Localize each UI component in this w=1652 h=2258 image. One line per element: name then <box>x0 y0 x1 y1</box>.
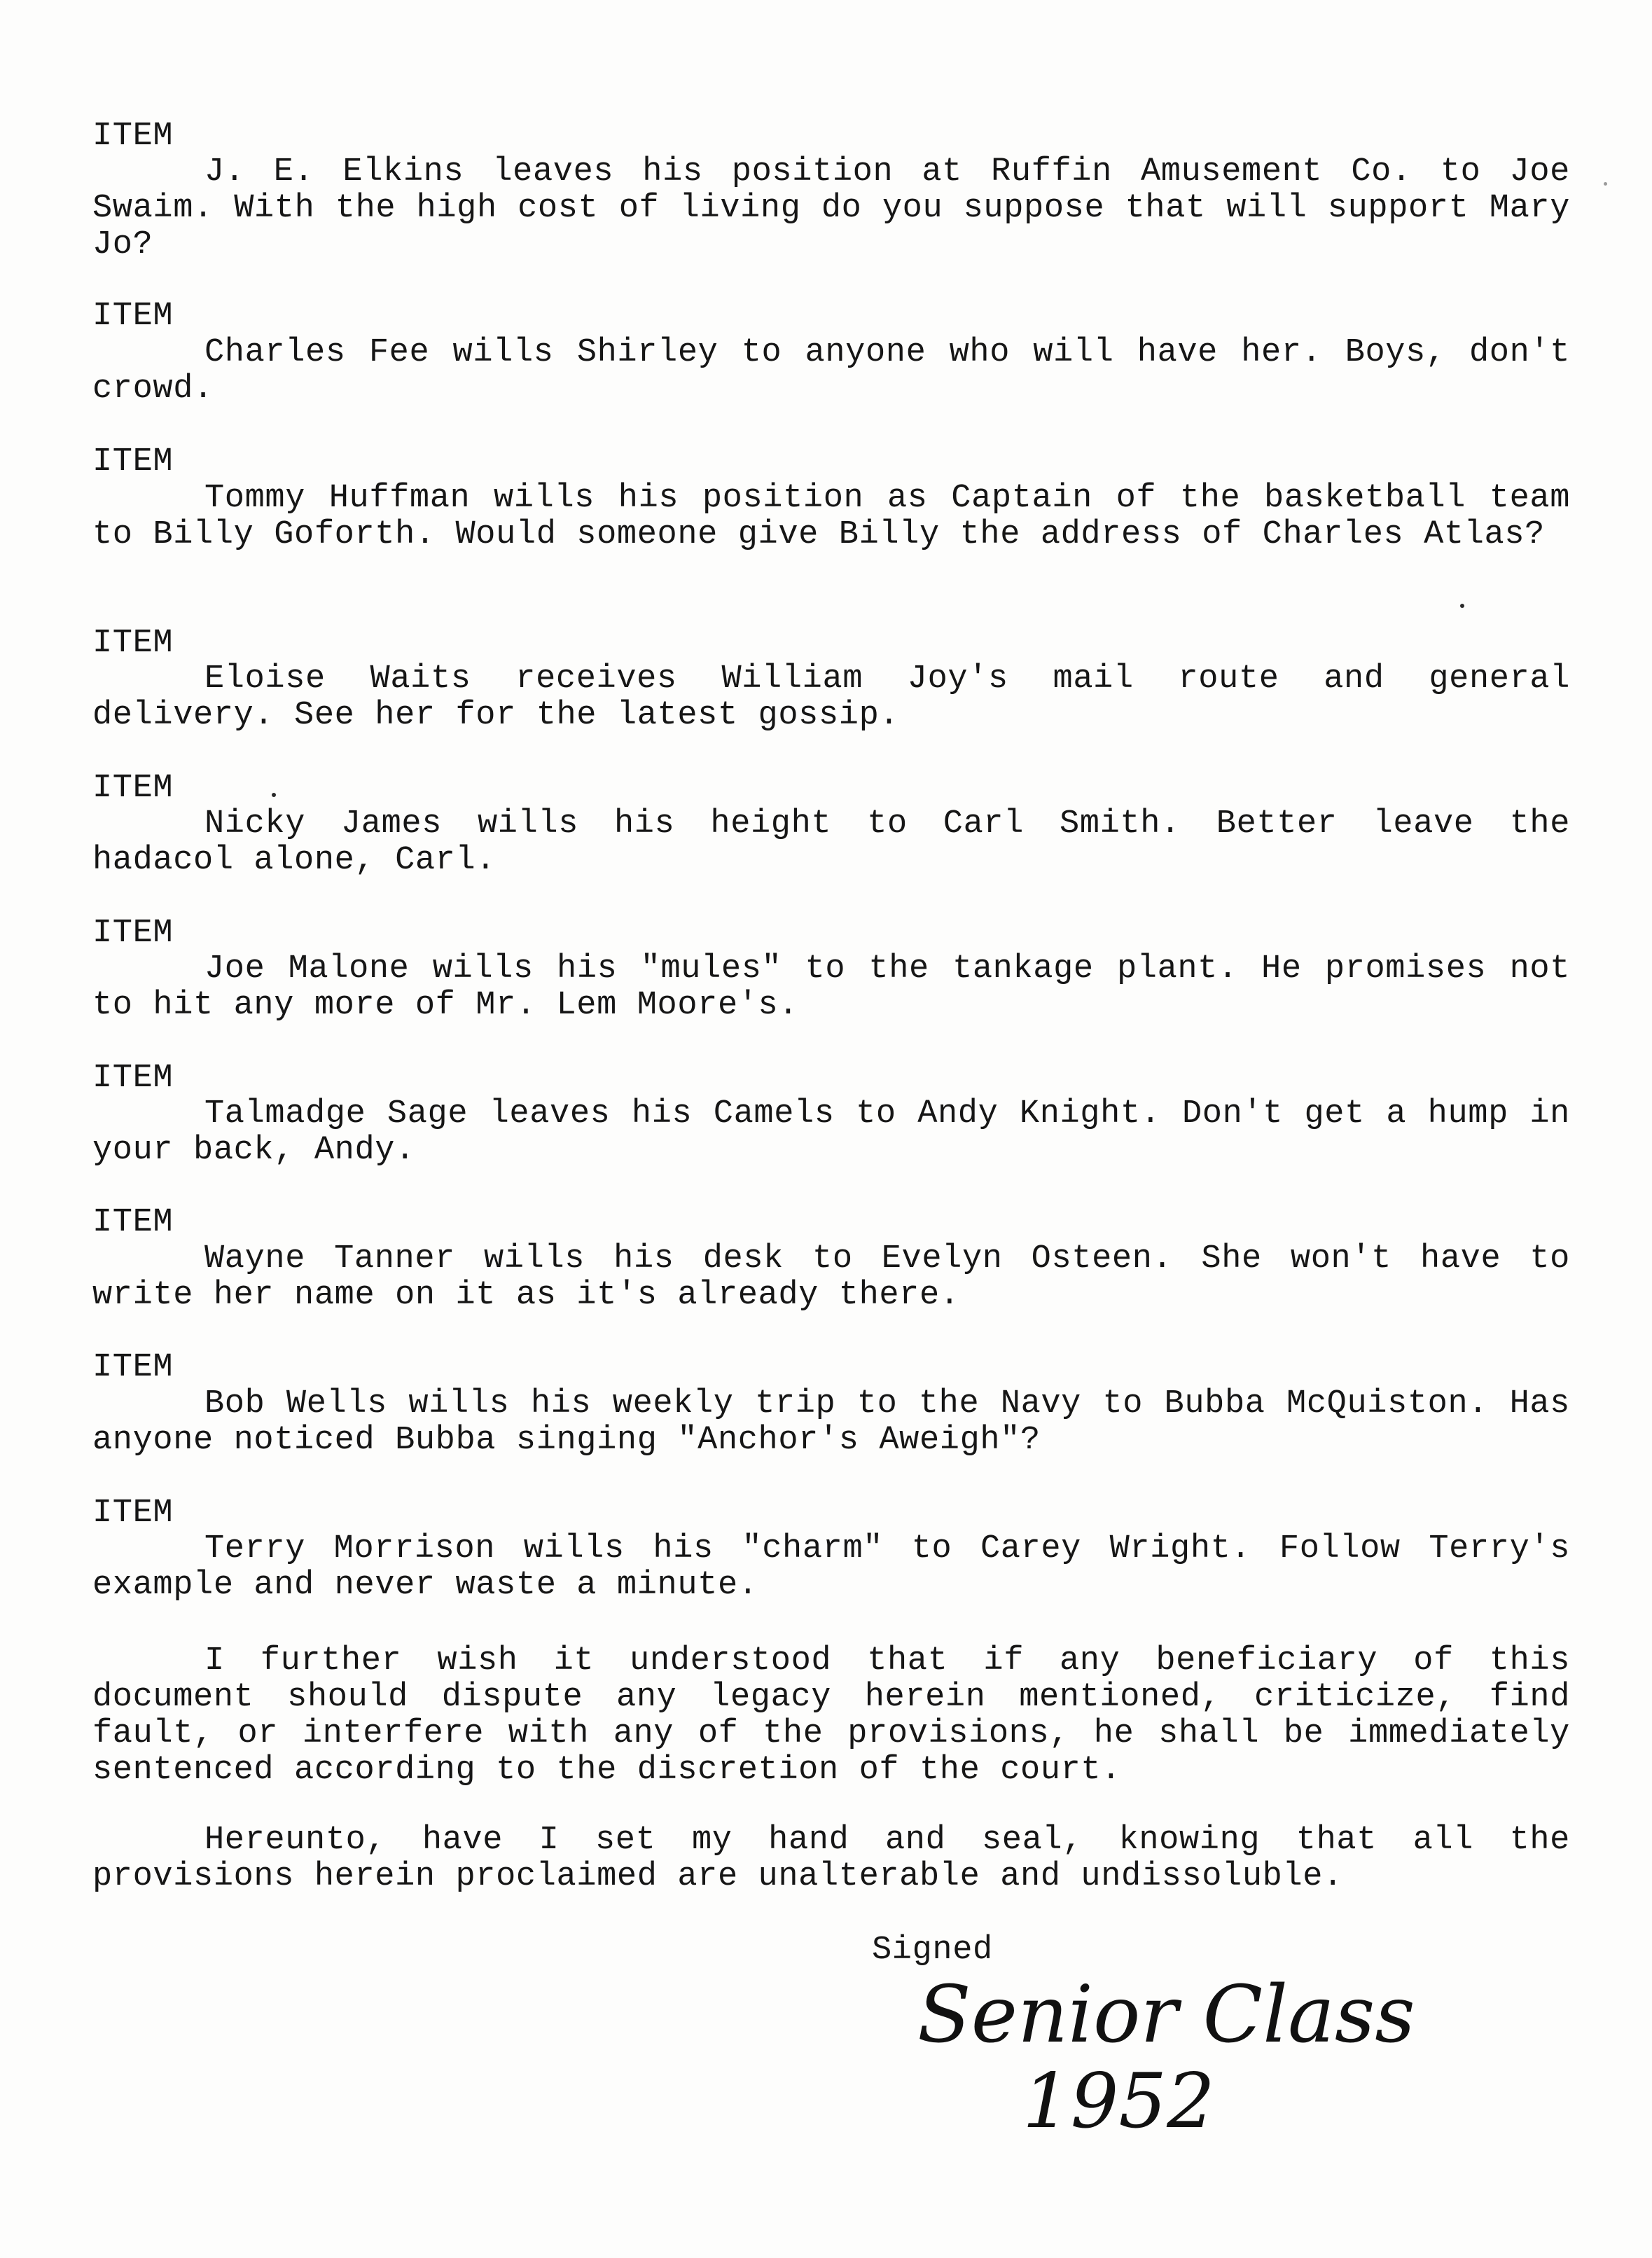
item-text-10: Terry Morrison wills his "charm" to Carey Wright. Follow Terry's example and never waste a minute. <box>92 1530 1570 1604</box>
item-heading-7: ITEM <box>92 1060 174 1097</box>
item-heading-5: ITEM <box>92 770 174 807</box>
item-text-5: Nicky James wills his height to Carl Smith. Better leave the hadacol alone, Carl. <box>92 805 1570 879</box>
item-text-7: Talmadge Sage leaves his Camels to Andy Knight. Don't get a hump in your back, Andy. <box>92 1095 1570 1169</box>
item-heading-4: ITEM <box>92 625 174 662</box>
item-heading-10: ITEM <box>92 1495 174 1532</box>
item-text-6: Joe Malone wills his "mules" to the tankage plant. He promises not to hit any more of Mr. Lem Moore's. <box>92 950 1570 1024</box>
item-heading-6: ITEM <box>92 915 174 952</box>
item-text-1: J. E. Elkins leaves his position at Ruffin Amusement Co. to Joe Swaim. With the high cost of living do you suppose that will support Mary Jo? <box>92 153 1570 263</box>
signed-label: Signed <box>872 1932 993 1969</box>
item-heading-8: ITEM <box>92 1204 174 1241</box>
item-heading-3: ITEM <box>92 443 174 480</box>
item-text-9: Bob Wells wills his weekly trip to the Navy to Bubba McQuiston. Has anyone noticed Bubba singing "Anchor's Aweigh"? <box>92 1385 1570 1459</box>
paper-speck <box>1460 604 1464 608</box>
item-heading-1: ITEM <box>92 118 174 155</box>
item-text-2: Charles Fee wills Shirley to anyone who will have her. Boys, don't crowd. <box>92 334 1570 408</box>
handwritten-signature <box>903 1965 1415 2145</box>
item-text-3: Tommy Huffman wills his position as Captain of the basketball team to Billy Goforth. Would someone give Billy the address of Charles Atlas? <box>92 480 1570 553</box>
item-text-4: Eloise Waits receives William Joy's mail route and general delivery. See her for the latest gossip. <box>92 660 1570 734</box>
paper-speck <box>1604 182 1607 186</box>
item-heading-9: ITEM <box>92 1349 174 1386</box>
closing-paragraph-seal: Hereunto, have I set my hand and seal, knowing that all the provisions herein proclaimed are unalterable and undissoluble. <box>92 1822 1570 1895</box>
closing-paragraph-dispute: I further wish it understood that if any beneficiary of this document should dispute any legacy herein mentioned, criticize, find fault, or interfere with any of the provisions, he shall be immediately sentenced according to the discretion of the court. <box>92 1642 1570 1789</box>
item-text-8: Wayne Tanner wills his desk to Evelyn Osteen. She won't have to write her name on it as it's already there. <box>92 1240 1570 1314</box>
paper-speck <box>272 793 276 797</box>
signature-line-senior-class: Senior Class <box>917 1969 1415 2060</box>
signature-line-year: 1952 <box>1022 2058 1215 2145</box>
item-heading-2: ITEM <box>92 298 174 335</box>
